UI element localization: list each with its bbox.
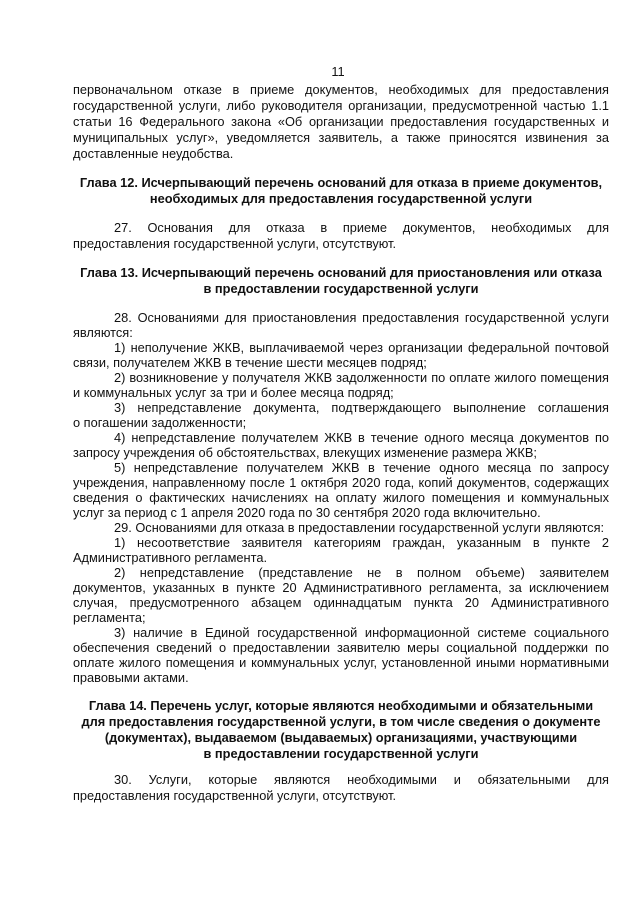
text-line: доставленные неудобства. [73,146,234,161]
paragraph [73,535,609,565]
paragraph [73,460,609,520]
heading-line: (документах), выдаваемом (выдаваемых) организациями, участвующими [104,730,578,745]
text-line: 28. Основаниями для приостановления предоставления государственной услуги [114,310,609,325]
chapter-heading [73,175,609,207]
heading-line: для предоставления государственной услуги, в том числе сведения о документе [81,714,601,729]
text-line: сведения о фактических начислениях на оплату жилого помещения и коммунальных [73,490,609,505]
text-line: муниципальных услуг», уведомляется заявитель, а также приносятся извинения за [73,130,609,145]
intro-paragraph [73,82,609,162]
text-line: регламента; [73,610,146,625]
chapter-heading [73,265,609,297]
paragraph [73,340,609,370]
text-line: 27. Основания для отказа в приеме документов, необходимых для [114,220,609,235]
heading-line: Глава 13. Исчерпывающий перечень оснований для приостановления или отказа [80,265,602,280]
text-line: государственной услуги, либо руководителя организации, предусмотренной частью 1.1 [73,98,609,113]
page-number: 11 [331,64,345,79]
heading-line: в предоставлении государственной услуги [203,281,479,296]
document-body [73,82,609,804]
heading-line: в предоставлении государственной услуги [203,746,479,761]
text-line: 5) непредставление получателем ЖКВ в течение одного месяца по запросу [114,460,609,475]
text-line: и коммунальных услуг за три и более месяца подряд; [73,385,394,400]
text-line: оплате жилого помещения и коммунальных услуг, установленной иными нормативными [73,655,609,670]
paragraph [73,772,609,804]
text-line: правовыми актами. [73,670,189,685]
text-line: 30. Услуги, которые являются необходимыми и обязательными для [114,772,609,787]
text-line: 3) непредставление документа, подтверждающего выполнение соглашения [114,400,609,415]
text-line: являются: [73,325,133,340]
chapter-section [73,265,609,685]
text-line: 29. Основаниями для отказа в предоставлении государственной услуги являются: [114,520,605,535]
heading-line: Глава 14. Перечень услуг, которые являются необходимыми и обязательными [88,698,594,713]
paragraph [73,220,609,252]
chapter-section [73,698,609,804]
text-line: случая, предусмотренного абзацем одиннадцатым пункта 20 Административного [73,595,609,610]
text-line: 1) несоответствие заявителя категориям граждан, указанным в пункте 2 [114,535,609,550]
text-line: запросу учреждения об обстоятельствах, влекущих изменение размера ЖКВ; [73,445,537,460]
text-line: учреждения, направленному после 1 октября 2020 года, копий документов, содержащих [73,475,609,490]
text-line: обеспечения сведений о предоставлении заявителю меры социальной поддержки по [73,640,609,655]
text-line: Административного регламента. [73,550,268,565]
text-line: 2) возникновение у получателя ЖКВ задолженности по оплате жилого помещения [114,370,609,385]
text-line: услуг за период с 1 апреля 2020 года по 30 сентября 2020 года включительно. [73,505,541,520]
text-line: 4) непредставление получателем ЖКВ в течение одного месяца документов по [114,430,609,445]
chapter-body [73,772,609,804]
paragraph [73,430,609,460]
paragraph [73,310,609,340]
chapter-body [73,310,609,685]
text-line: 3) наличие в Единой государственной информационной системе социального [114,625,609,640]
heading-line: необходимых для предоставления государственной услуги [149,191,533,206]
text-line: о погашении задолженности; [73,415,247,430]
paragraph [73,625,609,685]
text-line: 1) неполучение ЖКВ, выплачиваемой через организации федеральной почтовой [114,340,609,355]
text-line: статьи 16 Федерального закона «Об организации предоставления государственных и [73,114,609,129]
heading-line: Глава 12. Исчерпывающий перечень оснований для отказа в приеме документов, [79,175,603,190]
paragraph [73,400,609,430]
chapter-body [73,220,609,252]
text-line: предоставления государственной услуги, отсутствуют. [73,788,397,803]
text-line: предоставления государственной услуги, отсутствуют. [73,236,397,251]
text-line: 2) непредставление (представление не в полном объеме) заявителем [114,565,609,580]
paragraph [73,520,609,535]
text-line: связи, получателем ЖКВ в течение шести месяцев подряд; [73,355,427,370]
paragraph [73,370,609,400]
chapter-section [73,175,609,252]
chapter-heading [73,698,609,762]
text-line: первоначальном отказе в приеме документов, необходимых для предоставления [73,82,609,97]
text-line: документов, указанных в пункте 20 Административного регламента, за исключением [73,580,609,595]
paragraph [73,565,609,625]
